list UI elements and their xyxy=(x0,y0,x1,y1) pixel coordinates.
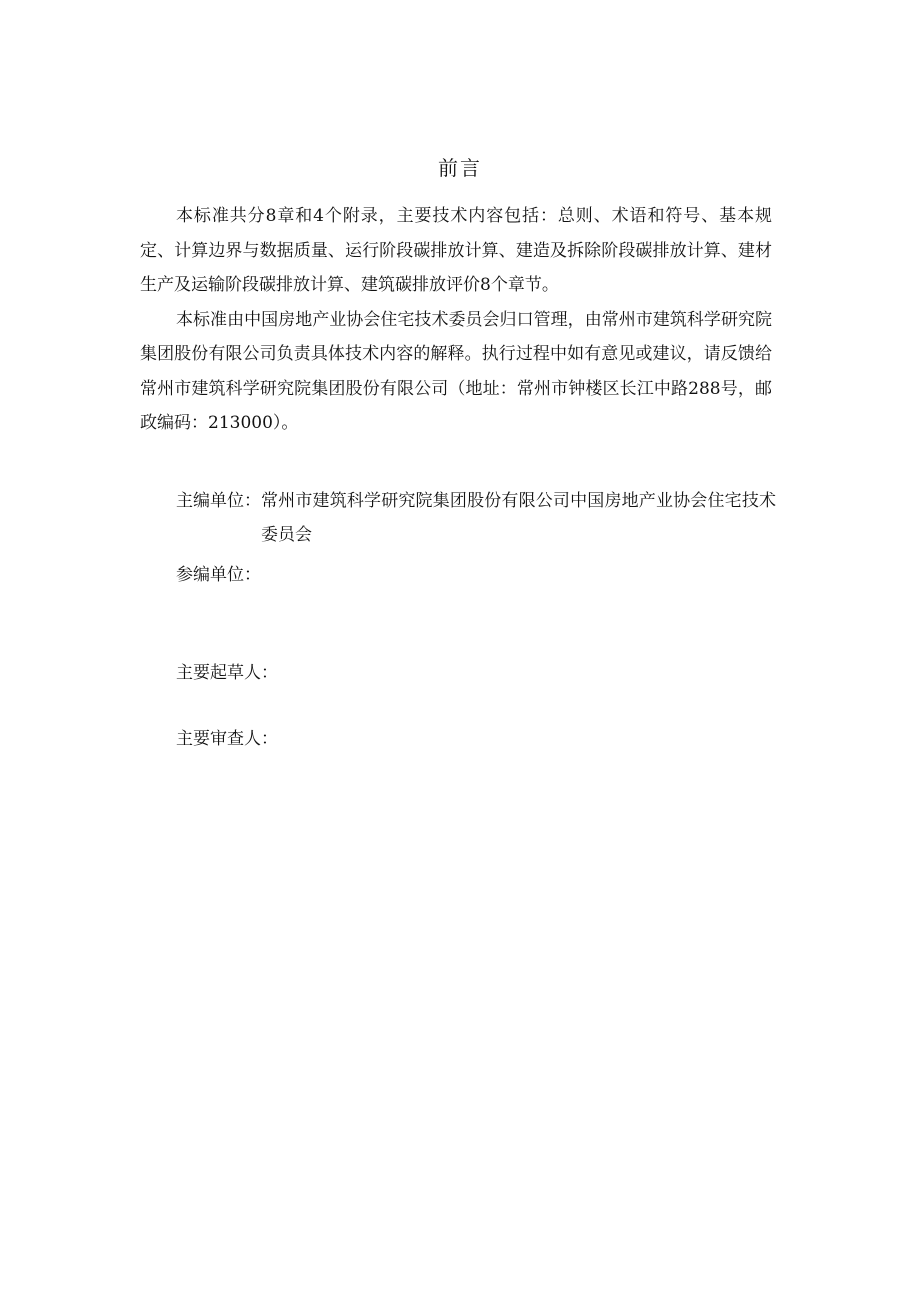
paragraph-management: 本标准由中国房地产业协会住宅技术委员会归口管理，由常州市建筑科学研究院集团股份有限公司负责具体技术内容的解释。执行过程中如有意见或建议，请反馈给常州市建筑科学研究院集团股份有限公司（地址：常州市钟楼区长江中路288号，邮政编码：213000）。 xyxy=(140,309,772,433)
main-reviewers-label: 主要审查人： xyxy=(176,729,278,749)
paragraph-scope: 本标准共分8章和4个附录，主要技术内容包括：总则、术语和符号、基本规定、计算边界与数据质量、运行阶段碳排放计算、建造及拆除阶段碳排放计算、建材生产及运输阶段碳排放计算、建筑碳排放评价8个章节。 xyxy=(140,206,772,295)
associate-editor-label: 参编单位： xyxy=(176,565,261,585)
chief-editor-label: 主编单位： xyxy=(176,491,261,511)
chief-editor-value: 常州市建筑科学研究院集团股份有限公司中国房地产业协会住宅技术委员会 xyxy=(261,491,776,545)
main-drafters-label: 主要起草人： xyxy=(176,663,278,683)
preface-body xyxy=(140,199,772,441)
page-title: 前言 xyxy=(438,156,482,180)
chief-editor-row xyxy=(176,484,776,552)
